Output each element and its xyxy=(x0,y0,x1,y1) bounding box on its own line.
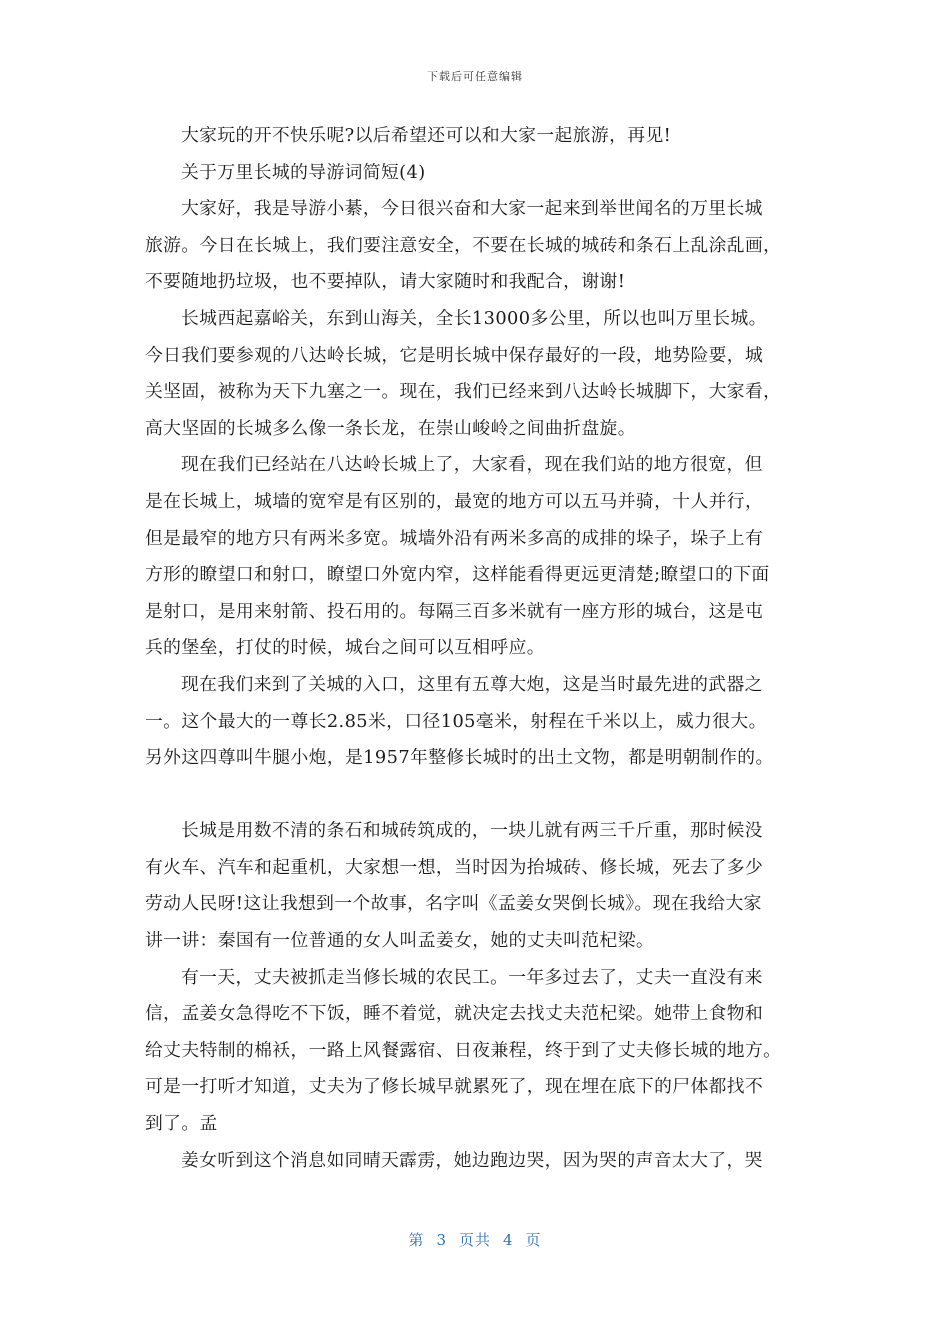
text-line: 高大坚固的长城多么像一条长龙，在崇山峻岭之间曲折盘旋。 xyxy=(145,417,636,439)
text-line: 长城西起嘉峪关，东到山海关，全长13000多公里，所以也叫万里长城。 xyxy=(181,307,767,329)
page-total: 4 xyxy=(503,1231,514,1249)
document-body xyxy=(145,118,811,1179)
text-line: 讲一讲：秦国有一位普通的女人叫孟姜女，她的丈夫叫范杞梁。 xyxy=(145,930,655,952)
text-line: 大家好，我是导游小綦，今日很兴奋和大家一起来到举世闻名的万里长城 xyxy=(181,198,763,220)
text-line: 现在我们已经站在八达岭长城上了，大家看，现在我们站的地方很宽，但 xyxy=(181,454,763,476)
text-line: 劳动人民呀!这让我想到一个故事，名字叫《孟姜女哭倒长城》。现在我给大家 xyxy=(145,893,762,915)
text-line: 是射口，是用来射箭、投石用的。每隔三百多米就有一座方形的城台，这是屯 xyxy=(145,600,764,622)
text-line: 兵的堡垒，打仗的时候，城台之间可以互相呼应。 xyxy=(145,637,545,659)
text-line: 另外这四尊叫牛腿小炮，是1957年整修长城时的出土文物，都是明朝制作的。 xyxy=(145,747,774,769)
page-current: 3 xyxy=(436,1231,447,1249)
page-header: 下载后可任意编辑 xyxy=(427,70,523,83)
footer-word-ye-gong: 页共 xyxy=(458,1231,491,1249)
text-line: 一。这个最大的一尊长2.85米，口径105毫米，射程在千米以上，威力很大。 xyxy=(145,710,767,732)
text-line: 不要随地扔垃圾，也不要掉队，请大家随时和我配合，谢谢! xyxy=(145,271,626,293)
footer-word-ye: 页 xyxy=(525,1231,542,1249)
text-line: 但是最窄的地方只有两米多宽。城墙外沿有两米多高的成排的垛子，垛子上有 xyxy=(145,527,764,549)
page-footer xyxy=(0,1229,950,1250)
text-line: 是在长城上，城墙的宽窄是有区别的，最宽的地方可以五马并骑，十人并行， xyxy=(145,490,764,512)
text-line: 有一天，丈夫被抓走当修长城的农民工。一年多过去了，丈夫一直没有来 xyxy=(181,966,763,988)
text-line: 给丈夫特制的棉袄，一路上风餐露宿、日夜兼程，终于到了丈夫修长城的地方。 xyxy=(145,1039,782,1061)
text-line: 旅游。今日在长城上，我们要注意安全，不要在长城的城砖和条石上乱涂乱画， xyxy=(145,234,782,256)
paragraph-gap xyxy=(145,777,811,814)
text-line: 今日我们要参观的八达岭长城，它是明长城中保存最好的一段，地势险要，城 xyxy=(145,344,764,366)
text-line: 长城是用数不清的条石和城砖筑成的，一块儿就有两三千斤重，那时候没 xyxy=(181,820,763,842)
text-line: 关坚固，被称为天下九塞之一。现在，我们已经来到八达岭长城脚下，大家看， xyxy=(145,381,782,403)
text-line: 可是一打听才知道，丈夫为了修长城早就累死了，现在埋在底下的尸体都找不 xyxy=(145,1076,764,1098)
text-line: 方形的瞭望口和射口，瞭望口外宽内窄，这样能看得更远更清楚;瞭望口的下面 xyxy=(145,564,770,586)
footer-word-di: 第 xyxy=(408,1231,425,1249)
text-line: 有火车、汽车和起重机，大家想一想，当时因为抬城砖、修长城，死去了多少 xyxy=(145,856,764,878)
text-line: 姜女听到这个消息如同晴天霹雳，她边跑边哭，因为哭的声音太大了，哭 xyxy=(181,1149,763,1171)
text-line: 现在我们来到了关城的入口，这里有五尊大炮，这是当时最先进的武器之 xyxy=(181,673,763,695)
text-line: 大家玩的开不快乐呢?以后希望还可以和大家一起旅游，再见! xyxy=(181,125,672,146)
text-line: 信，孟姜女急得吃不下饭，睡不着觉，就决定去找丈夫范杞梁。她带上食物和 xyxy=(145,1003,764,1025)
section-title: 关于万里长城的导游词简短(4) xyxy=(181,161,426,183)
text-line: 到了。孟 xyxy=(145,1113,218,1135)
